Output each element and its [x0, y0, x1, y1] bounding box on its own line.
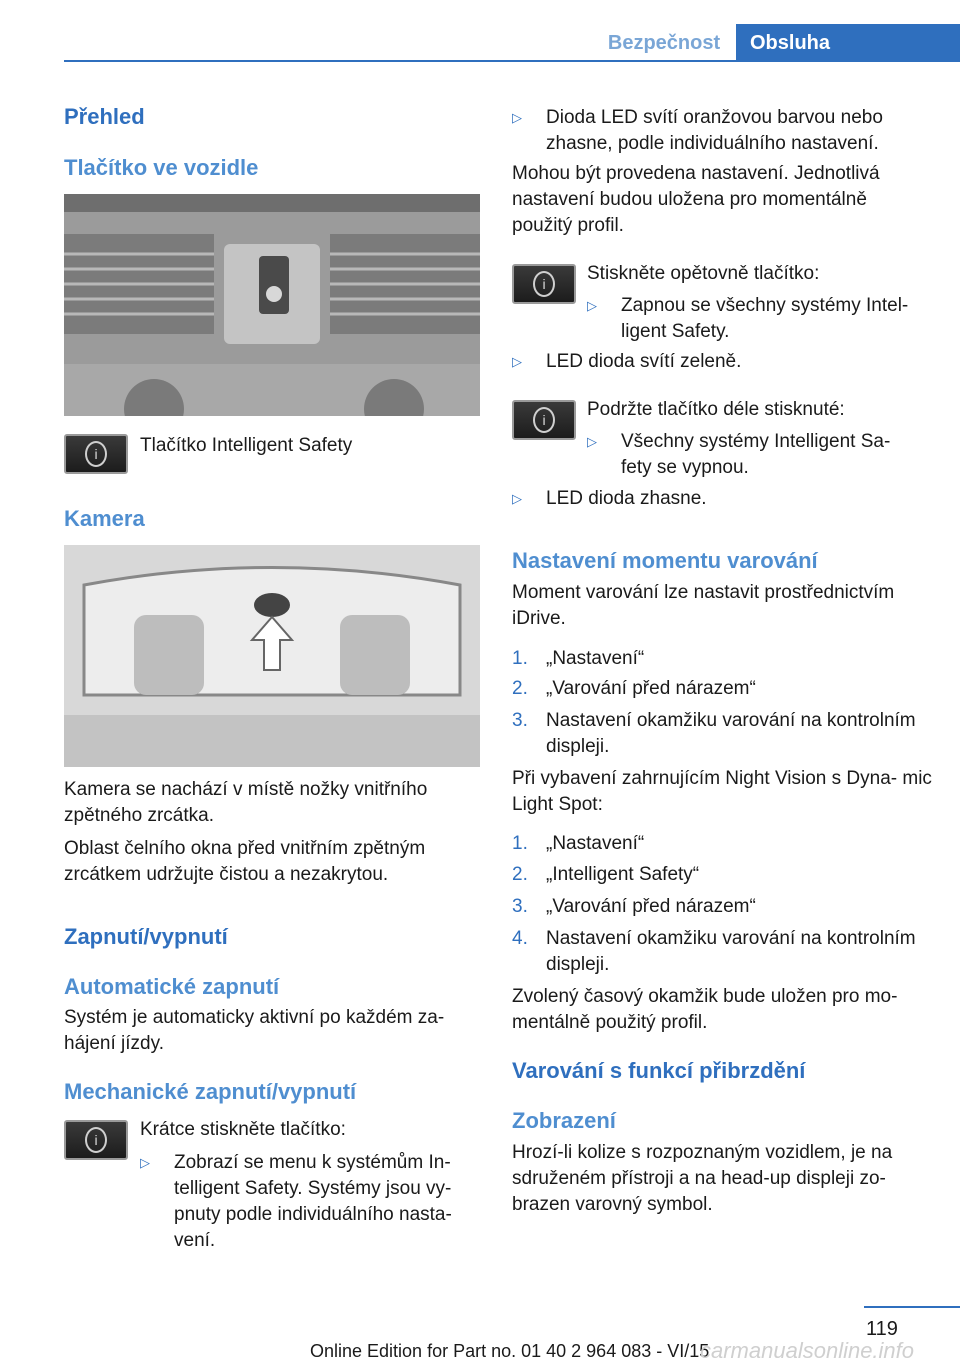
- list-number: 3.: [512, 710, 528, 731]
- heading-varovani-pribrzdeni: Varování s funkcí přibrzdění: [512, 1058, 806, 1083]
- heading-kamera: Kamera: [64, 506, 145, 531]
- intelligent-safety-button-icon: i: [64, 1120, 128, 1160]
- intelligent-safety-button-icon: i: [512, 264, 576, 304]
- list-number: 2.: [512, 678, 528, 699]
- heading-tlacitko: Tlačítko ve vozidle: [64, 155, 259, 180]
- step-press-again: Stiskněte opětovně tlačítko:: [587, 263, 820, 284]
- header-tab-bezpecnost[interactable]: Bezpečnost: [607, 31, 721, 54]
- list-number: 1.: [512, 833, 528, 854]
- list-number: 4.: [512, 928, 528, 949]
- list-text: „Intelligent Safety“: [546, 864, 700, 885]
- dashboard-button-photo: [64, 194, 480, 416]
- night-vision-paragraph: Při vybavení zahrnujícím Night Vision s Dyna‐ mic Light Spot:: [512, 768, 932, 815]
- intelligent-safety-button-icon: i: [512, 400, 576, 440]
- triangle-bullet-icon: ▷: [140, 1155, 150, 1170]
- triangle-bullet-icon: ▷: [587, 434, 597, 449]
- mech-step: Krátce stiskněte tlačítko:: [140, 1119, 346, 1140]
- heading-zapnuti: Zapnutí/vypnutí: [64, 924, 228, 949]
- bullet-text: Zapnou se všechny systémy Intel‐ ligent Safety.: [621, 295, 909, 342]
- bullet-text: Dioda LED svítí oranžovou barvou nebo zhasne, podle individuálního nastavení.: [546, 107, 883, 154]
- list-text: „Varování před nárazem“: [546, 678, 756, 699]
- list-number: 2.: [512, 864, 528, 885]
- kamera-paragraph-2: Oblast čelního okna před vnitřním zpětným zrcátkem udržujte čistou a nezakrytou.: [64, 838, 426, 885]
- watermark: carmanualsonline.info: [700, 1338, 915, 1362]
- triangle-bullet-icon: ▷: [512, 354, 522, 369]
- zvoleny-paragraph: Zvolený časový okamžik bude uložen pro mo‐ mentálně použitý profil.: [512, 986, 898, 1033]
- heading-nastaveni-momentu: Nastavení momentu varování: [512, 548, 818, 573]
- footer-edition: Online Edition for Part no. 01 40 2 964 083 - VI/15: [310, 1341, 710, 1361]
- list-number: 3.: [512, 896, 528, 917]
- list-text: Nastavení okamžiku varování na kontrolním displeji.: [546, 710, 916, 757]
- kamera-paragraph-1: Kamera se nachází v místě nožky vnitřního zpětného zrcátka.: [64, 779, 428, 826]
- bullet-text: LED dioda svítí zeleně.: [546, 351, 742, 372]
- camera-illustration: [64, 545, 480, 767]
- heading-mechanicke: Mechanické zapnutí/vypnutí: [64, 1079, 357, 1104]
- page-number: 119: [866, 1318, 898, 1340]
- heading-prehled: Přehled: [64, 104, 145, 129]
- dashboard-illustration: [64, 194, 480, 416]
- zobrazeni-paragraph: Hrozí-li kolize s rozpoznaným vozidlem, je na sdruženém přístroji a na head-up displeji zo‐ brazen varovný symbol.: [512, 1142, 893, 1215]
- list-text: Nastavení okamžiku varování na kontrolním displeji.: [546, 928, 916, 975]
- bullet-text: Zobrazí se menu k systémům In‐ telligent Safety. Systémy jsou vy‐ pnuty podle individuálního nasta‐ vení.: [174, 1152, 452, 1251]
- intelligent-safety-button-icon: i: [64, 434, 128, 474]
- header-rule: [64, 60, 960, 62]
- list-number: 1.: [512, 648, 528, 669]
- step-hold: Podržte tlačítko déle stisknuté:: [587, 399, 845, 420]
- heading-automaticke: Automatické zapnutí: [64, 974, 280, 999]
- list-text: „Varování před nárazem“: [546, 896, 756, 917]
- header-tab-obsluha[interactable]: Obsluha: [736, 24, 960, 62]
- footer-rule: [864, 1306, 960, 1308]
- camera-photo: [64, 545, 480, 767]
- triangle-bullet-icon: ▷: [587, 298, 597, 313]
- list-text: „Nastavení“: [546, 833, 645, 854]
- triangle-bullet-icon: ▷: [512, 491, 522, 506]
- triangle-bullet-icon: ▷: [512, 110, 522, 125]
- settings-paragraph: Mohou být provedena nastavení. Jednotlivá nastavení budou uložena pro momentálně použitý profil.: [512, 163, 880, 236]
- bullet-text: LED dioda zhasne.: [546, 488, 707, 509]
- button-caption: Tlačítko Intelligent Safety: [140, 435, 353, 456]
- moment-paragraph: Moment varování lze nastavit prostřednictvím iDrive.: [512, 582, 895, 629]
- heading-zobrazeni: Zobrazení: [512, 1108, 616, 1133]
- automaticke-paragraph: Systém je automaticky aktivní po každém za‐ hájení jízdy.: [64, 1007, 445, 1054]
- bullet-text: Všechny systémy Intelligent Sa‐ fety se vypnou.: [621, 431, 891, 478]
- list-text: „Nastavení“: [546, 648, 645, 669]
